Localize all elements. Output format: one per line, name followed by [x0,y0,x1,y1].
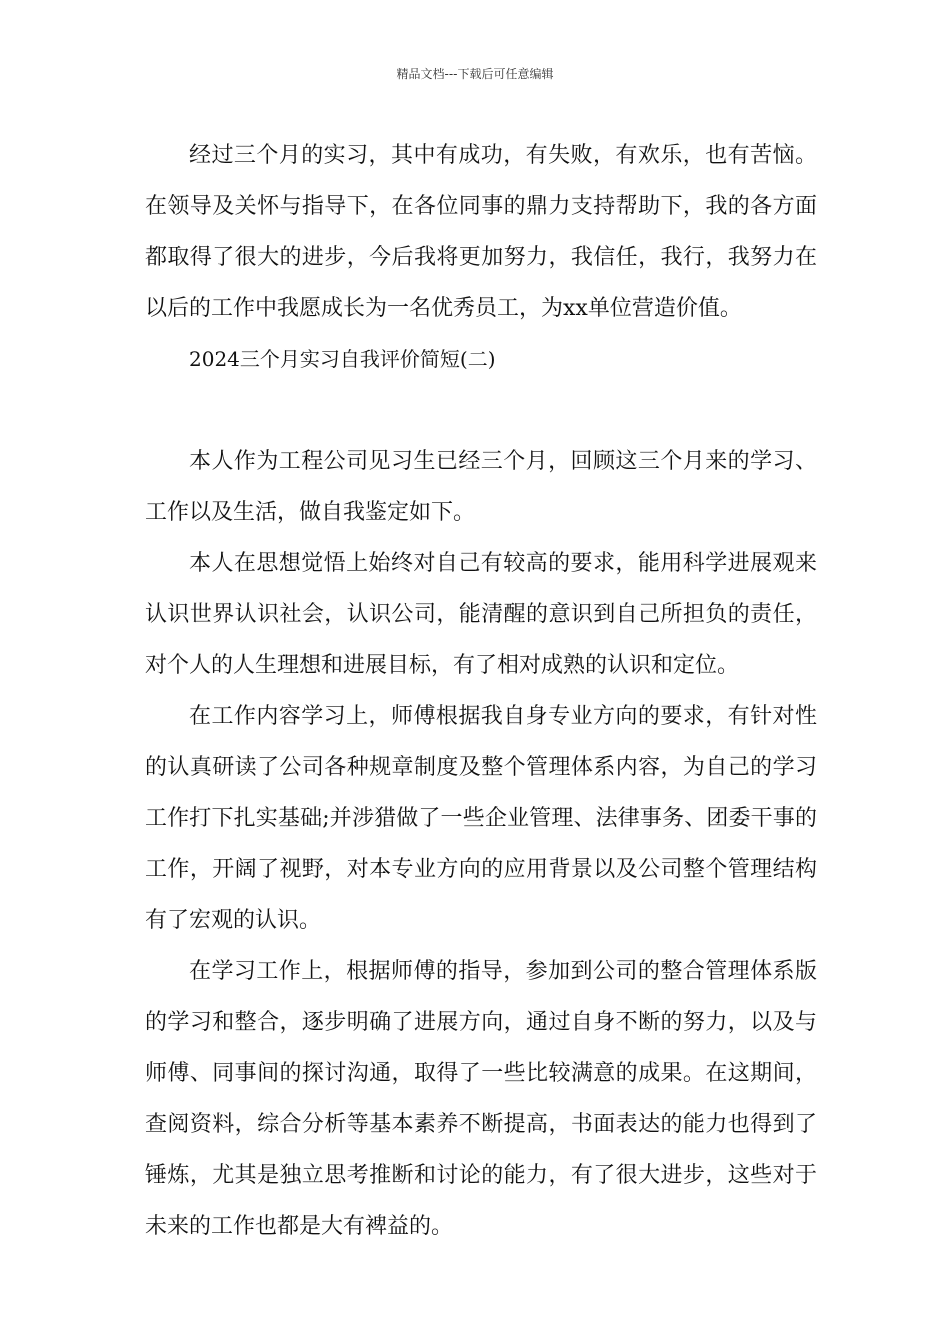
paragraph: 在工作内容学习上，师傅根据我自身专业方向的要求，有针对性的认真研读了公司各种规章制度及整个管理体系内容，为自己的学习工作打下扎实基础;并涉猎做了一些企业管理、法律事务、团委干事的工作，开阔了视野，对本专业方向的应用背景以及公司整个管理结构有了宏观的认识。 [145,704,817,933]
section-subtitle: 2024三个月实习自我评价简短(二) [189,347,496,371]
document-body [145,130,817,1252]
paragraph-intro: 经过三个月的实习，其中有成功，有失败，有欢乐，也有苦恼。在领导及关怀与指导下，在各位同事的鼎力支持帮助下，我的各方面都取得了很大的进步，今后我将更加努力，我信任，我行，我努力在以后的工作中我愿成长为一名优秀员工，为xx单位营造价值。 [145,143,817,321]
paragraph: 在学习工作上，根据师傅的指导，参加到公司的整合管理体系版的学习和整合，逐步明确了进展方向，通过自身不断的努力，以及与师傅、同事间的探讨沟通，取得了一些比较满意的成果。在这期间，查阅资料，综合分析等基本素养不断提高，书面表达的能力也得到了锤炼，尤其是独立思考推断和讨论的能力，有了很大进步，这些对于未来的工作也都是大有裨益的。 [145,959,817,1239]
page-header: 精品文档---下载后可任意编辑 [396,67,554,81]
paragraph: 本人在思想觉悟上始终对自己有较高的要求，能用科学进展观来认识世界认识社会，认识公司，能清醒的意识到自己所担负的责任，对个人的人生理想和进展目标，有了相对成熟的认识和定位。 [145,551,817,678]
paragraph: 本人作为工程公司见习生已经三个月，回顾这三个月来的学习、工作以及生活，做自我鉴定如下。 [145,449,817,525]
